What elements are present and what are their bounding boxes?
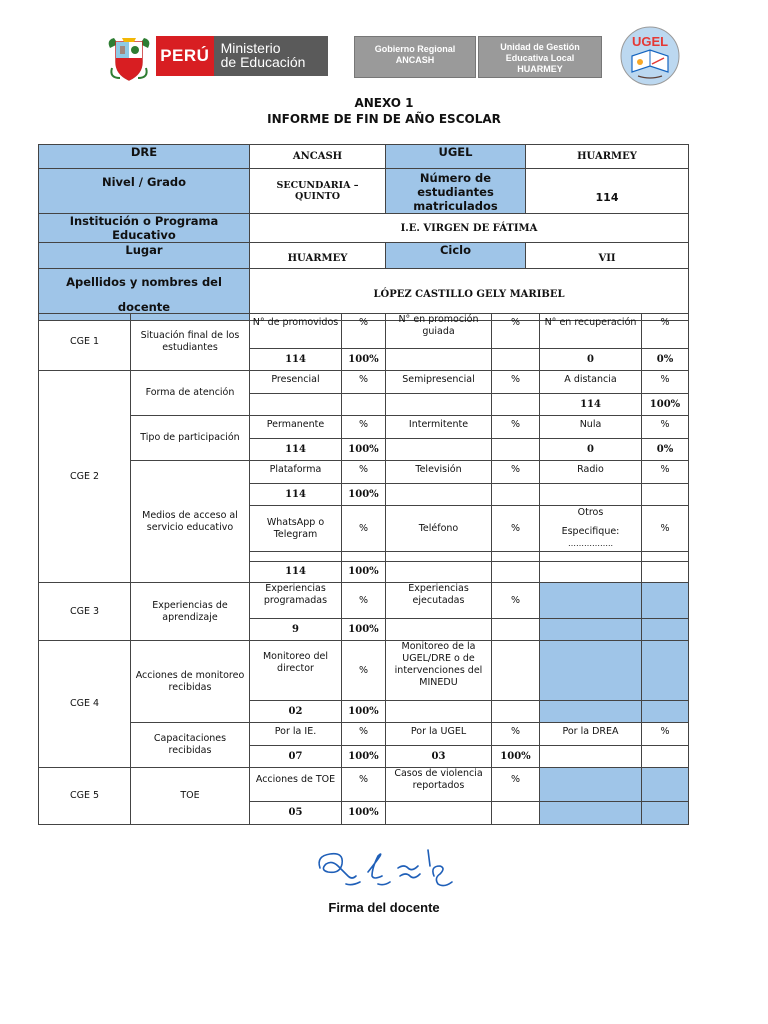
cge4-ie-pct: 100% — [342, 746, 386, 768]
cge3-shaded-3 — [540, 619, 642, 641]
cge3-label: CGE 3 — [39, 583, 131, 641]
cge3-pct-1: % — [342, 583, 386, 619]
cge2-television: Televisión — [386, 461, 492, 484]
cge1-recuperacion: N° en recuperación — [540, 314, 642, 349]
cge2-telefono: Teléfono — [386, 506, 492, 552]
ugel-line-3: HUARMEY — [517, 64, 563, 74]
cge2-otros-value — [540, 562, 642, 583]
cge2-especifique-dots: …………….. — [567, 539, 614, 548]
cge4-ugel-value — [386, 701, 492, 723]
cge2-semipresencial: Semipresencial — [386, 371, 492, 394]
gobierno-line-1: Gobierno Regional — [374, 44, 456, 54]
cge2-permanente: Permanente — [250, 416, 342, 439]
cell — [250, 552, 342, 562]
cge2-pct-11: % — [492, 506, 540, 552]
info-row-lugar — [39, 243, 689, 269]
docente-value: LÓPEZ CASTILLO GELY MARIBEL — [250, 269, 689, 321]
cge2-presencial-value — [250, 394, 342, 416]
cge4-ugel-pct — [492, 701, 540, 723]
ciclo-value: VII — [526, 243, 689, 269]
cge2-telefono-pct — [492, 562, 540, 583]
cge1-pct-2: % — [492, 314, 540, 349]
cge2-intermitente-value — [386, 439, 492, 461]
ugel-line-2: Educativa Local — [505, 53, 575, 63]
cge5-pct-1: % — [342, 768, 386, 802]
institucion-value: I.E. VIRGEN DE FÁTIMA — [250, 214, 689, 243]
cge2-nula-value: 0 — [540, 439, 642, 461]
cge3-shaded-4 — [642, 619, 689, 641]
cge2-distancia: A distancia — [540, 371, 642, 394]
cge1-promovidos-pct: 100% — [342, 349, 386, 371]
cge1-recuperacion-pct: 0% — [642, 349, 689, 371]
cge4-capacitaciones: Capacitaciones recibidas — [131, 723, 250, 768]
teacher-signature — [312, 846, 464, 892]
cell-2 — [342, 552, 386, 562]
cge-table — [38, 313, 689, 825]
cge2-pct-7: % — [342, 461, 386, 484]
cge5-shaded-1 — [540, 768, 642, 802]
cge4-acciones: Acciones de monitoreo recibidas — [131, 641, 250, 723]
cge1-promovidos: N° de promovidos — [250, 314, 342, 349]
cge4-drea-pct — [642, 746, 689, 768]
cge5-toe-value: 05 — [250, 802, 342, 825]
dre-label: DRE — [39, 145, 250, 169]
general-info-table — [38, 144, 689, 321]
cge3-pct-2: % — [492, 583, 540, 619]
cge2-pct-9: % — [642, 461, 689, 484]
cge4-por-ugel: Por la UGEL — [386, 723, 492, 746]
cge5-acciones-toe: Acciones de TOE — [250, 768, 342, 802]
dre-value: ANCASH — [250, 145, 386, 169]
minedu-logo — [156, 36, 328, 76]
cge4-monitoreo-ugel: Monitoreo de la UGEL/DRE o de intervenciones del MINEDU — [386, 641, 492, 701]
cge2-label: CGE 2 — [39, 371, 131, 583]
matriculados-label: Número de estudiantes matriculados — [386, 169, 526, 214]
cge2-whatsapp-value: 114 — [250, 562, 342, 583]
cge4-shaded-4 — [642, 701, 689, 723]
cge2-distancia-value: 114 — [540, 394, 642, 416]
ministerio-line-2: de Educación — [220, 54, 306, 70]
cge5-shaded-4 — [642, 802, 689, 825]
cge2-radio-value — [540, 484, 642, 506]
ciclo-label: Ciclo — [386, 243, 526, 269]
cge5-toe: TOE — [131, 768, 250, 825]
cge4-director-value: 02 — [250, 701, 342, 723]
cge2-pct-3: % — [642, 371, 689, 394]
cge3-programadas-pct: 100% — [342, 619, 386, 641]
cge3-programadas-value: 9 — [250, 619, 342, 641]
cge4-pct-5: % — [642, 723, 689, 746]
cge2-otros-label: Otros — [577, 507, 604, 518]
cge1-header-row — [39, 314, 689, 349]
report-title: INFORME DE FIN DE AÑO ESCOLAR — [267, 112, 501, 126]
cge2-radio-pct — [642, 484, 689, 506]
ugel-line-1: Unidad de Gestión — [500, 42, 580, 52]
cge2-presencial-pct — [342, 394, 386, 416]
cge5-violencia-value — [386, 802, 492, 825]
cge5-pct-2: % — [492, 768, 540, 802]
cge4-drea-value — [540, 746, 642, 768]
cge2-pct-10: % — [342, 506, 386, 552]
cge2-plataforma-pct: 100% — [342, 484, 386, 506]
cge3-experiencias: Experiencias de aprendizaje — [131, 583, 250, 641]
cge4-shaded-3 — [540, 701, 642, 723]
nivel-label: Nivel / Grado — [39, 169, 250, 214]
cge4-ie-value: 07 — [250, 746, 342, 768]
cell-3 — [386, 552, 492, 562]
cge4-shaded-1 — [540, 641, 642, 701]
cge2-semipresencial-value — [386, 394, 492, 416]
cge4-capacitaciones-header-row — [39, 723, 689, 746]
cge2-nula: Nula — [540, 416, 642, 439]
peru-label: PERÚ — [156, 36, 214, 76]
cge2-tipo-header-row — [39, 416, 689, 439]
cge3-ejecutadas-value — [386, 619, 492, 641]
cge2-pct-2: % — [492, 371, 540, 394]
cge1-pct-3: % — [642, 314, 689, 349]
ugel-box-logo — [478, 36, 602, 78]
cge1-guiada-value — [386, 349, 492, 371]
cge4-monitoreo-header-row — [39, 641, 689, 701]
matriculados-value: 114 — [526, 169, 689, 214]
cge2-pct-8: % — [492, 461, 540, 484]
cge5-label: CGE 5 — [39, 768, 131, 825]
cge2-medios: Medios de acceso al servicio educativo — [131, 461, 250, 583]
ministerio-label — [214, 36, 328, 76]
annex-title: ANEXO 1 — [354, 96, 414, 110]
cge2-forma: Forma de atención — [131, 371, 250, 416]
cell-5 — [540, 552, 642, 562]
cge1-guiada-pct — [492, 349, 540, 371]
peru-coat-of-arms-icon — [106, 34, 152, 82]
cge1-recuperacion-value: 0 — [540, 349, 642, 371]
cge2-pct-5: % — [492, 416, 540, 439]
cge3-ejecutadas: Experiencias ejecutadas — [386, 583, 492, 619]
cge1-promocion-guiada: N° en promoción guiada — [386, 314, 492, 349]
cge5-shaded-3 — [540, 802, 642, 825]
gobierno-line-2: ANCASH — [395, 55, 435, 65]
cge2-presencial: Presencial — [250, 371, 342, 394]
ugel-label: UGEL — [386, 145, 526, 169]
cge1-pct-1: % — [342, 314, 386, 349]
nivel-value: SECUNDARIA – QUINTO — [250, 169, 386, 214]
cge2-television-pct — [492, 484, 540, 506]
cge2-intermitente-pct — [492, 439, 540, 461]
cge2-especifique: Especifique: — [561, 526, 620, 537]
ugel-value: HUARMEY — [526, 145, 689, 169]
cge2-permanente-value: 114 — [250, 439, 342, 461]
info-row-dre — [39, 145, 689, 169]
cge1-situacion: Situación final de los estudiantes — [131, 314, 250, 371]
info-row-institucion — [39, 214, 689, 243]
signature-label: Firma del docente — [328, 900, 440, 915]
cge2-semipresencial-pct — [492, 394, 540, 416]
cge4-pct-1: % — [342, 641, 386, 701]
cge1-label: CGE 1 — [39, 314, 131, 371]
cge3-ejecutadas-pct — [492, 619, 540, 641]
docente-label-line-1: Apellidos y nombres del — [66, 274, 222, 289]
cge2-plataforma-value: 114 — [250, 484, 342, 506]
gobierno-regional-logo — [354, 36, 476, 78]
cge2-pct-12: % — [642, 506, 689, 552]
cge3-programadas: Experiencias programadas — [250, 583, 342, 619]
ministerio-line-1: Ministerio — [220, 40, 281, 56]
cell-6 — [642, 552, 689, 562]
cge4-por-drea: Por la DREA — [540, 723, 642, 746]
cge4-pct-2 — [492, 641, 540, 701]
cge1-promovidos-value: 114 — [250, 349, 342, 371]
info-row-nivel — [39, 169, 689, 214]
cge2-tipo: Tipo de participación — [131, 416, 250, 461]
cge2-whatsapp: WhatsApp o Telegram — [250, 506, 342, 552]
cge2-whatsapp-pct: 100% — [342, 562, 386, 583]
cge2-radio: Radio — [540, 461, 642, 484]
cge3-header-row — [39, 583, 689, 619]
cge5-violencia: Casos de violencia reportados — [386, 768, 492, 802]
lugar-value: HUARMEY — [250, 243, 386, 269]
cge2-intermitente: Intermitente — [386, 416, 492, 439]
cge2-forma-header-row — [39, 371, 689, 394]
cge4-por-ie: Por la IE. — [250, 723, 342, 746]
cge5-header-row — [39, 768, 689, 802]
cge4-shaded-2 — [642, 641, 689, 701]
cge3-shaded-2 — [642, 583, 689, 619]
cge5-toe-pct: 100% — [342, 802, 386, 825]
cge2-pct-4: % — [342, 416, 386, 439]
cge4-pct-4: % — [492, 723, 540, 746]
cge2-pct-1: % — [342, 371, 386, 394]
cge4-director-pct: 100% — [342, 701, 386, 723]
cge2-plataforma: Plataforma — [250, 461, 342, 484]
cge2-otros — [540, 506, 642, 552]
cge3-shaded-1 — [540, 583, 642, 619]
institucion-label: Institución o Programa Educativo — [39, 214, 250, 243]
cge4-ugel-cap-value: 03 — [386, 746, 492, 768]
cge4-pct-3: % — [342, 723, 386, 746]
cge4-ugel-cap-pct: 100% — [492, 746, 540, 768]
ugel-logo-text: UGEL — [631, 34, 669, 49]
cge4-monitoreo-director: Monitoreo del director — [250, 641, 342, 701]
docente-label-line-2: docente — [117, 299, 171, 314]
cge2-nula-pct: 0% — [642, 439, 689, 461]
lugar-label: Lugar — [39, 243, 250, 269]
cge2-otros-pct — [642, 562, 689, 583]
cge2-distancia-pct: 100% — [642, 394, 689, 416]
cge2-permanente-pct: 100% — [342, 439, 386, 461]
cge2-medios-header-row — [39, 461, 689, 484]
cge2-telefono-value — [386, 562, 492, 583]
cell-4 — [492, 552, 540, 562]
cge2-pct-6: % — [642, 416, 689, 439]
cge5-violencia-pct — [492, 802, 540, 825]
ugel-huarmey-logo-icon — [618, 26, 682, 86]
cge4-label: CGE 4 — [39, 641, 131, 768]
cge2-television-value — [386, 484, 492, 506]
cge5-shaded-2 — [642, 768, 689, 802]
